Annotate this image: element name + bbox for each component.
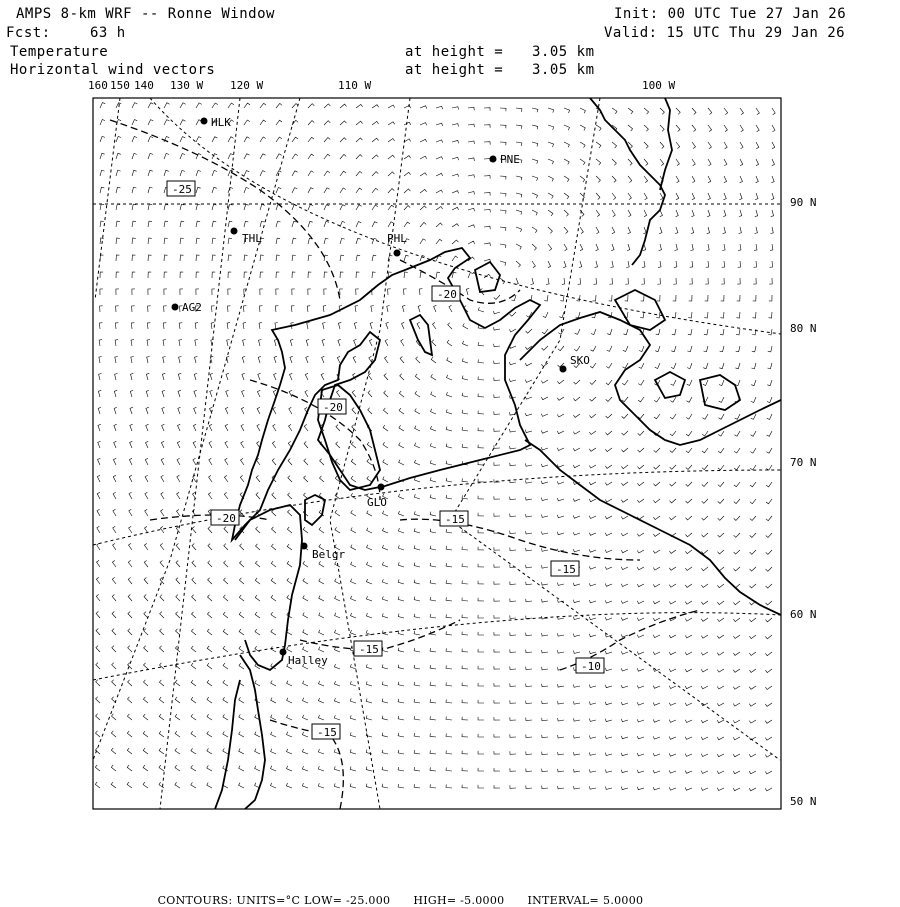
footer-interval-value: 5.0000 — [603, 894, 644, 907]
station-label-ag2: AG2 — [182, 301, 202, 314]
lon-label-130: 130 W — [170, 79, 204, 92]
station-dot-halley — [280, 649, 287, 656]
height-label-2: at height = — [405, 62, 504, 78]
height-value-2: 3.05 km — [532, 62, 595, 78]
contour-label-minus-25: -25 — [172, 183, 192, 196]
peninsula-coast — [525, 440, 781, 615]
contour-label-minus-20-c: -20 — [216, 512, 236, 525]
lat-label-60: 60 N — [790, 608, 817, 621]
islands-east — [615, 290, 740, 410]
contour-label-minus-20-b: -20 — [323, 401, 343, 414]
contour-label-minus-15-c: -15 — [359, 643, 379, 656]
contour-label-box — [354, 641, 382, 656]
lat-line-80 — [150, 98, 781, 334]
contour-label-box — [312, 724, 340, 739]
contour-label-box — [432, 286, 460, 301]
contour-label-box — [440, 511, 468, 526]
station-label-pne: PNE — [500, 153, 520, 166]
height-value-1: 3.05 km — [532, 44, 595, 60]
lat-label-70: 70 N — [790, 456, 817, 469]
contour-label-box — [318, 399, 346, 414]
station-label-thl: THL — [242, 232, 262, 245]
contour-label-minus-20-a: -20 — [437, 288, 457, 301]
contour-label-minus-15-a: -15 — [445, 513, 465, 526]
contour-label-box — [167, 181, 195, 196]
lat-label-80: 80 N — [790, 322, 817, 335]
lat-lon-grid — [93, 98, 781, 809]
station-label-glo: GLO — [367, 496, 387, 509]
contour-info-footer — [150, 881, 647, 907]
station-label-sko: SKO — [570, 354, 590, 367]
contour-label-box — [551, 561, 579, 576]
lon-label-120: 120 W — [230, 79, 264, 92]
wind-barbs — [95, 103, 775, 791]
station-dot-belgr — [301, 543, 308, 550]
footer-high: HIGH= -5.0000 — [413, 894, 505, 907]
wind-vector-field — [95, 103, 775, 791]
lat-label-90: 90 N — [790, 196, 817, 209]
contour-labels — [167, 181, 604, 739]
lon-line-150 — [95, 98, 120, 300]
station-dot-thl — [231, 228, 238, 235]
station-label-hlk: HLK — [211, 116, 231, 129]
contour-minus-15-a — [400, 519, 640, 560]
station-dot-sko — [560, 366, 567, 373]
footer-low: LOW= -25.000 — [304, 894, 391, 907]
map-title: AMPS 8-km WRF -- Ronne Window — [16, 6, 275, 22]
station-dot-hlk — [201, 118, 208, 125]
station-dot-pne — [490, 156, 497, 163]
footer-units: UNITS=°C — [236, 894, 301, 907]
peninsula-inner — [520, 312, 781, 445]
station-label-halley: Halley — [288, 654, 328, 667]
station-label-phl: PHL — [387, 232, 407, 245]
contour-label-box — [576, 658, 604, 673]
init-time: Init: 00 UTC Tue 27 Jan 26 — [614, 6, 847, 22]
map-frame — [93, 98, 781, 809]
forecast-label: Fcst: — [6, 25, 51, 41]
contour-label-minus-10: -10 — [581, 660, 601, 673]
lat-line-60 — [93, 613, 781, 680]
contour-label-minus-15-b: -15 — [556, 563, 576, 576]
footer-contours-label: CONTOURS: — [157, 894, 233, 907]
valid-time: Valid: 15 UTC Thu 29 Jan 26 — [604, 25, 846, 41]
field-temperature: Temperature — [10, 44, 109, 60]
coastline — [215, 98, 781, 809]
lon-label-110: 110 W — [338, 79, 372, 92]
lon-label-160: 160 — [88, 79, 108, 92]
station-dot-ag2 — [172, 304, 179, 311]
lat-label-50: 50 N — [790, 795, 817, 808]
station-dot-glo — [378, 484, 385, 491]
contour-minus-20-b — [250, 380, 380, 500]
lon-label-150: 150 — [110, 79, 130, 92]
forecast-hours: 63 h — [90, 25, 126, 41]
lon-label-140: 140 — [134, 79, 154, 92]
station-label-belgr: Belgr — [312, 548, 346, 561]
contour-label-minus-15-d: -15 — [317, 726, 337, 739]
height-label-1: at height = — [405, 44, 504, 60]
contour-label-box — [211, 510, 239, 525]
lon-line-100 — [450, 98, 780, 760]
station-dot-phl — [394, 250, 401, 257]
footer-interval-label: INTERVAL= — [527, 894, 600, 907]
filchner-coast — [235, 505, 302, 670]
field-wind-vectors: Horizontal wind vectors — [10, 62, 216, 78]
lon-label-100: 100 W — [642, 79, 676, 92]
lat-line-70 — [93, 470, 781, 545]
